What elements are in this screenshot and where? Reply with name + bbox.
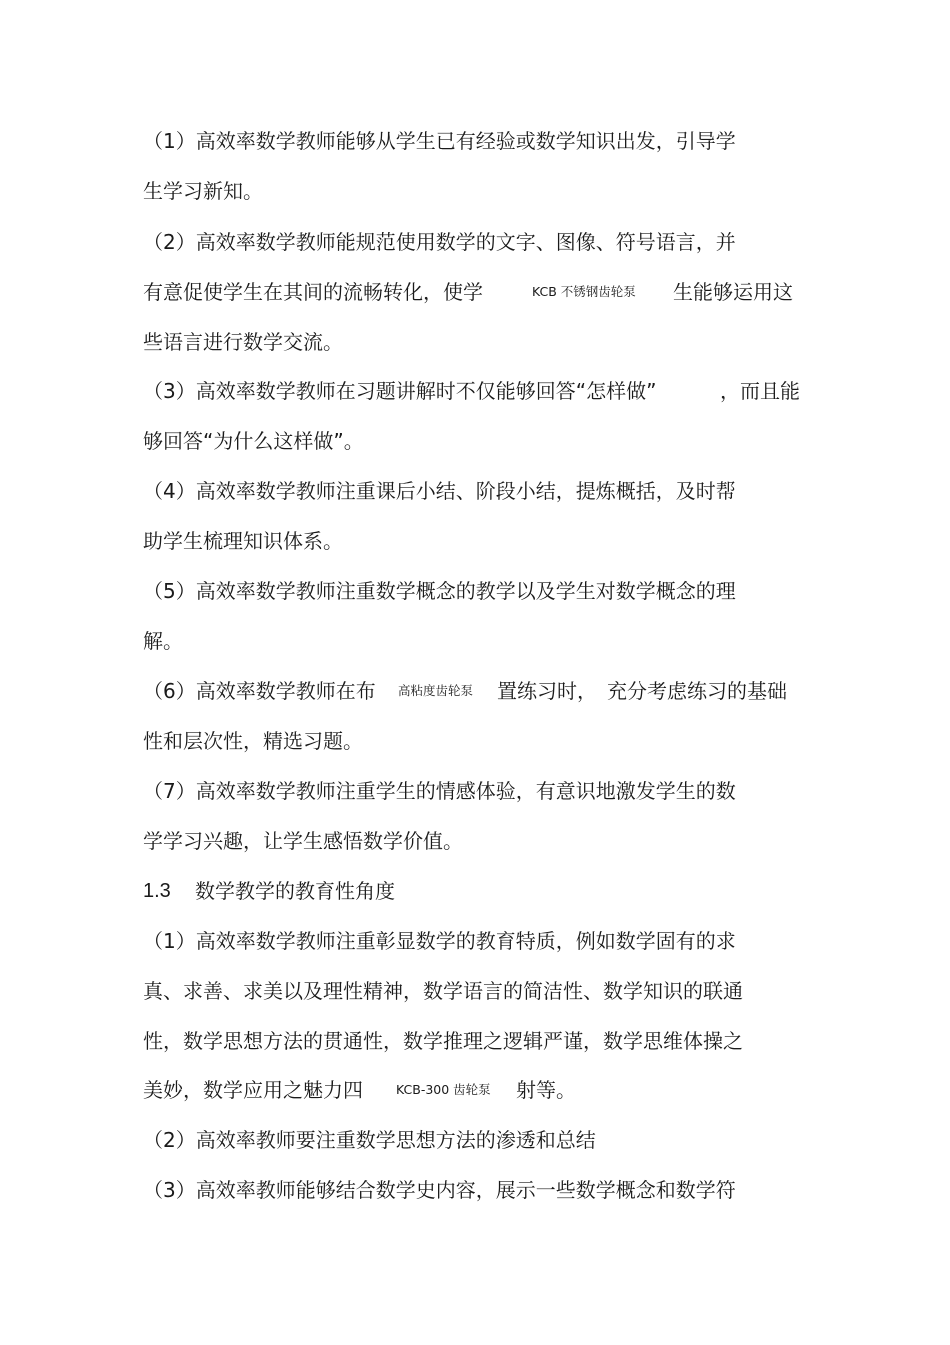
text-segment: （2）高效率教师要注重数学思想方法的渗透和总结 xyxy=(143,1128,596,1152)
text-segment: （3）高效率教师能够结合数学史内容，展示一些数学概念和数学符 xyxy=(143,1178,736,1202)
text-segment: 性和层次性，精选习题。 xyxy=(143,729,363,753)
inline-keyword: KCB-300 齿轮泵 xyxy=(396,1082,491,1097)
section-number: 1.3 xyxy=(143,880,171,902)
text-segment: （1）高效率数学教师能够从学生已有经验或数学知识出发，引导学 xyxy=(143,129,736,153)
text-segment: 学学习兴趣，让学生感悟数学价值。 xyxy=(143,829,463,853)
inline-keyword: 高粘度齿轮泵 xyxy=(398,683,474,698)
text-segment: 性，数学思想方法的贯通性，数学推理之逻辑严谨，数学思维体操之 xyxy=(143,1029,743,1053)
text-segment: 射等。 xyxy=(516,1078,576,1102)
text-segment: 生学习新知。 xyxy=(143,179,263,203)
text-segment: 美妙，数学应用之魅力四 xyxy=(143,1078,363,1102)
text-segment: 助学生梳理知识体系。 xyxy=(143,529,343,553)
text-segment: 充分考虑练习的基础 xyxy=(607,679,787,703)
text-segment: 些语言进行数学交流。 xyxy=(143,330,343,354)
text-segment: 置练习时， xyxy=(497,679,597,703)
inline-keyword: KCB 不锈钢齿轮泵 xyxy=(532,284,636,299)
text-segment: （3）高效率数学教师在习题讲解时不仅能够回答“怎样做” xyxy=(143,379,657,403)
text-segment: （1）高效率数学教师注重彰显数学的教育特质，例如数学固有的求 xyxy=(143,929,736,953)
text-segment: （2）高效率数学教师能规范使用数学的文字、图像、符号语言，并 xyxy=(143,230,736,254)
section-title: 数学教学的教育性角度 xyxy=(195,879,395,903)
text-segment: （4）高效率数学教师注重课后小结、阶段小结，提炼概括，及时帮 xyxy=(143,479,736,503)
text-segment: （6）高效率数学教师在布 xyxy=(143,679,376,703)
text-segment: ，而且能 xyxy=(720,379,800,403)
text-segment: （5）高效率数学教师注重数学概念的教学以及学生对数学概念的理 xyxy=(143,579,736,603)
text-segment: （7）高效率数学教师注重学生的情感体验，有意识地激发学生的数 xyxy=(143,779,736,803)
text-segment: 真、求善、求美以及理性精神，数学语言的简洁性、数学知识的联通 xyxy=(143,979,743,1003)
text-segment: 有意促使学生在其间的流畅转化，使学 xyxy=(143,280,483,304)
text-segment: 解。 xyxy=(143,629,183,653)
text-segment: 够回答“为什么这样做”。 xyxy=(143,429,364,453)
text-segment: 生能够运用这 xyxy=(673,280,793,304)
